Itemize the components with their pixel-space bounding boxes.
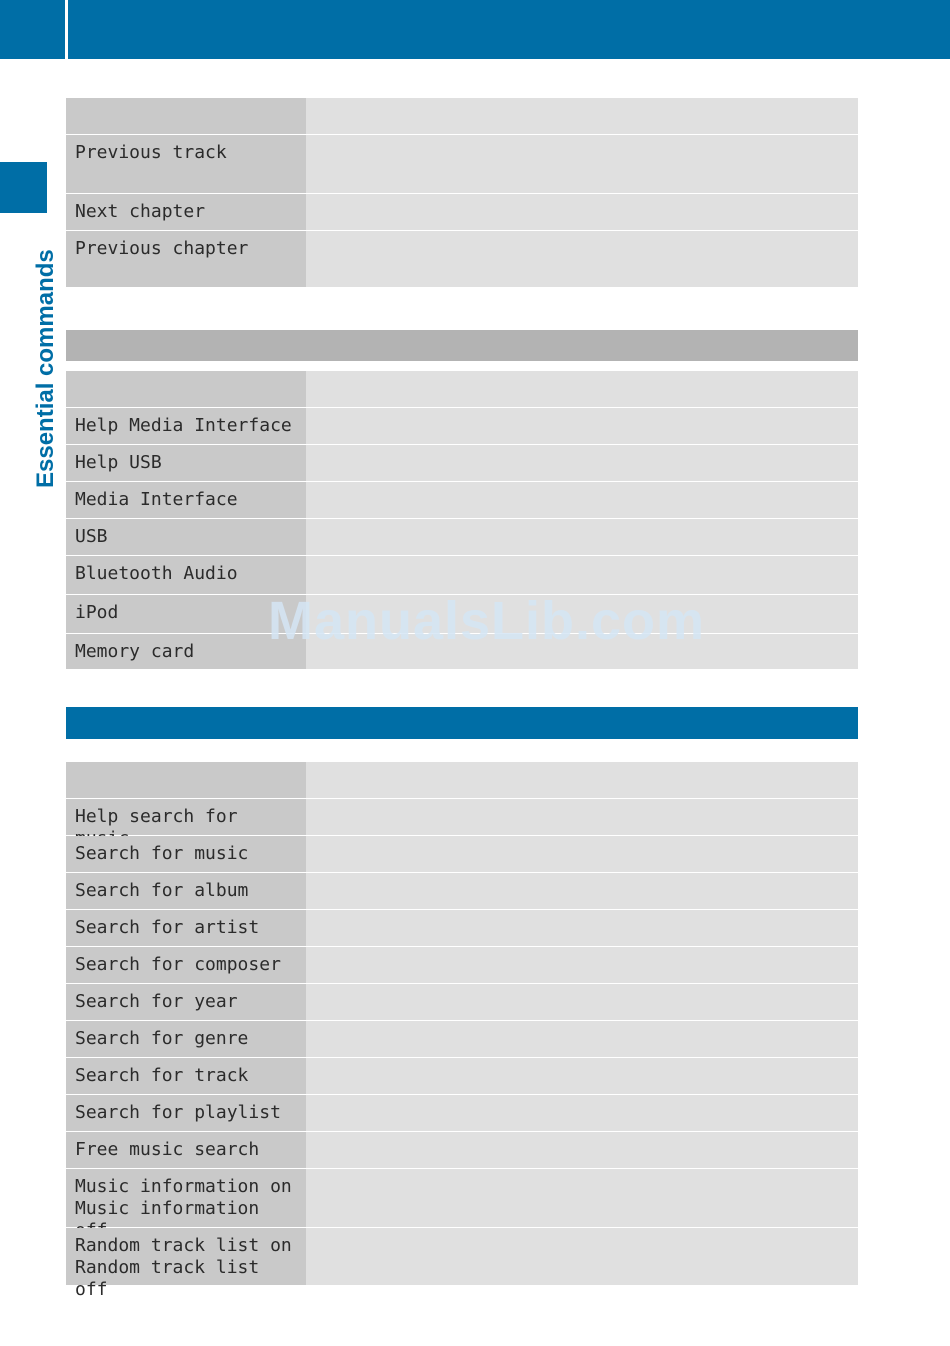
- command-cell: Help USB: [66, 445, 298, 481]
- section-tab-marker: [0, 162, 47, 213]
- command-cell: Help Media Interface: [66, 408, 298, 444]
- command-cell: Previous chapter: [66, 231, 298, 287]
- command-cell: Help search for: [66, 799, 298, 835]
- command-cell: iPod: [66, 595, 298, 633]
- section-header-bar: [66, 707, 858, 739]
- table-row: [66, 194, 858, 231]
- description-cell: [306, 1021, 858, 1057]
- command-table-music-search: [66, 762, 858, 1300]
- command-cell: Previous track: [66, 135, 298, 193]
- description-cell: [306, 1132, 858, 1168]
- command-cell: Free music search: [66, 1132, 298, 1168]
- command-cell: Media Interface: [66, 482, 298, 518]
- section-side-label: Essential commands: [32, 249, 59, 488]
- description-cell: [306, 1095, 858, 1131]
- command-cell: Search for composer: [66, 947, 298, 983]
- command-cell: Memory card: [66, 634, 298, 669]
- table-row: [66, 519, 858, 556]
- description-cell: [306, 799, 858, 835]
- table-row: [66, 482, 858, 519]
- table-row: [66, 1058, 858, 1095]
- table-header-row: [66, 762, 858, 799]
- description-cell: [306, 1058, 858, 1094]
- description-cell: [306, 762, 858, 798]
- header-divider: [65, 0, 68, 59]
- description-cell: [306, 408, 858, 444]
- description-cell: [306, 194, 858, 230]
- command-cell: Music information on Music information: [66, 1169, 298, 1227]
- table-row: [66, 799, 858, 836]
- command-cell: Next chapter: [66, 194, 298, 230]
- section-header-bar: [66, 330, 858, 361]
- command-cell: Random track list on Random track list off: [66, 1228, 298, 1285]
- table-row: [66, 408, 858, 445]
- table-row: [66, 873, 858, 910]
- table-row: [66, 135, 858, 194]
- command-cell: Bluetooth Audio: [66, 556, 298, 594]
- description-cell: [306, 445, 858, 481]
- command-cell: Search for year: [66, 984, 298, 1020]
- description-cell: [306, 135, 858, 193]
- description-cell: [306, 371, 858, 407]
- command-cell: Search for playlist: [66, 1095, 298, 1131]
- description-cell: [306, 873, 858, 909]
- table-header-row: [66, 98, 858, 135]
- command-table-playback: [66, 98, 858, 287]
- command-cell: Search for artist: [66, 910, 298, 946]
- description-cell: [306, 98, 858, 134]
- command-cell: Search for track: [66, 1058, 298, 1094]
- description-cell: [306, 836, 858, 872]
- table-row: [66, 231, 858, 287]
- table-row: [66, 445, 858, 482]
- table-row: [66, 1132, 858, 1169]
- command-cell: [66, 98, 298, 134]
- table-row: [66, 984, 858, 1021]
- table-row: [66, 1169, 858, 1228]
- description-cell: [306, 556, 858, 594]
- description-cell: [306, 519, 858, 555]
- table-row: [66, 910, 858, 947]
- table-row: [66, 836, 858, 873]
- table-row: [66, 1021, 858, 1058]
- watermark: ManualsLib.com: [268, 591, 706, 651]
- table-row: [66, 1228, 858, 1300]
- command-cell: Search for music: [66, 836, 298, 872]
- command-cell: Search for album: [66, 873, 298, 909]
- description-cell: [306, 910, 858, 946]
- description-cell: [306, 1228, 858, 1285]
- table-header-row: [66, 371, 858, 408]
- description-cell: [306, 482, 858, 518]
- table-row: [66, 1095, 858, 1132]
- command-cell: [66, 371, 298, 407]
- table-row: [66, 947, 858, 984]
- description-cell: [306, 984, 858, 1020]
- header-bar: [0, 0, 950, 59]
- description-cell: [306, 947, 858, 983]
- command-cell: Search for genre: [66, 1021, 298, 1057]
- description-cell: [306, 231, 858, 287]
- command-cell: [66, 762, 298, 798]
- description-cell: [306, 1169, 858, 1227]
- command-cell: USB: [66, 519, 298, 555]
